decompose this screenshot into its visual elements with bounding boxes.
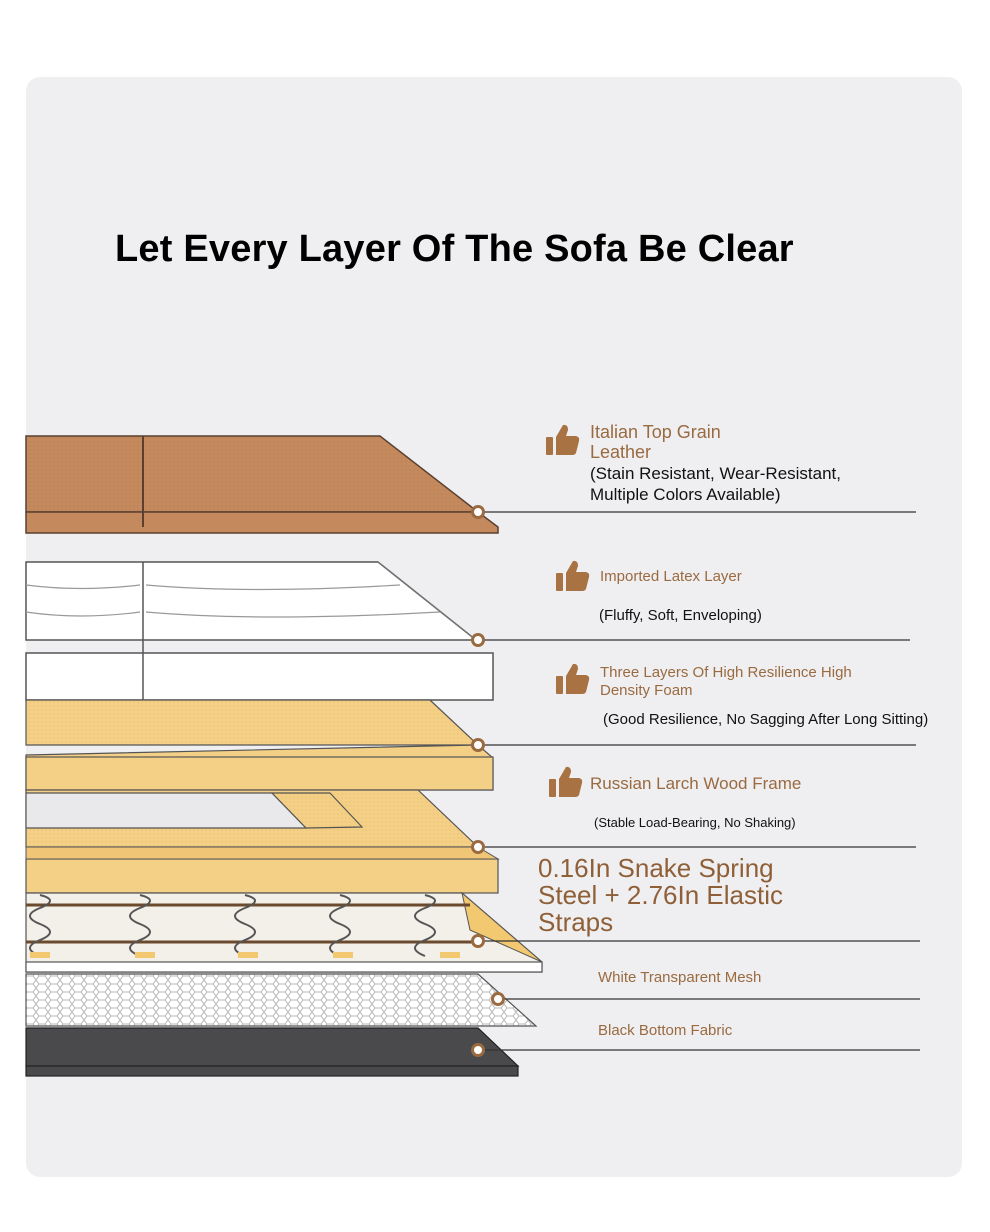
black-fabric-layer (26, 1028, 518, 1076)
layer-4-detail: (Stable Load-Bearing, No Shaking) (594, 815, 796, 830)
layer-2-name: Imported Latex Layer (600, 568, 742, 585)
foam-layer (26, 653, 493, 700)
leather-layer (26, 436, 498, 533)
layer-4-name: Russian Larch Wood Frame (590, 774, 802, 793)
mesh-layer (26, 974, 536, 1026)
thumbs-up-icon (556, 561, 589, 591)
layer-5-name: 0.16In Snake Spring Steel + 2.76In Elastic Straps (538, 853, 783, 937)
layer-3-detail: (Good Resilience, No Sagging After Long Sitting) (603, 711, 929, 728)
wood-board (26, 700, 493, 790)
layer-1-name: Italian Top Grain Leather (590, 422, 721, 462)
spring-layer (26, 893, 542, 972)
thumbs-up-icon (556, 664, 589, 694)
page-title: Let Every Layer Of The Sofa Be Clear (115, 228, 794, 270)
thumbs-up-icon (549, 767, 582, 797)
layer-6-name: White Transparent Mesh (598, 969, 762, 986)
layer-3-name: Three Layers Of High Resilience High Density Foam (600, 664, 852, 699)
layer-1-detail: (Stain Resistant, Wear-Resistant, Multiple Colors Available) (590, 464, 841, 504)
layer-2-detail: (Fluffy, Soft, Enveloping) (599, 607, 762, 624)
wood-frame (26, 790, 498, 893)
thumbs-up-icon (546, 425, 579, 455)
layer-7-name: Black Bottom Fabric (598, 1022, 733, 1039)
